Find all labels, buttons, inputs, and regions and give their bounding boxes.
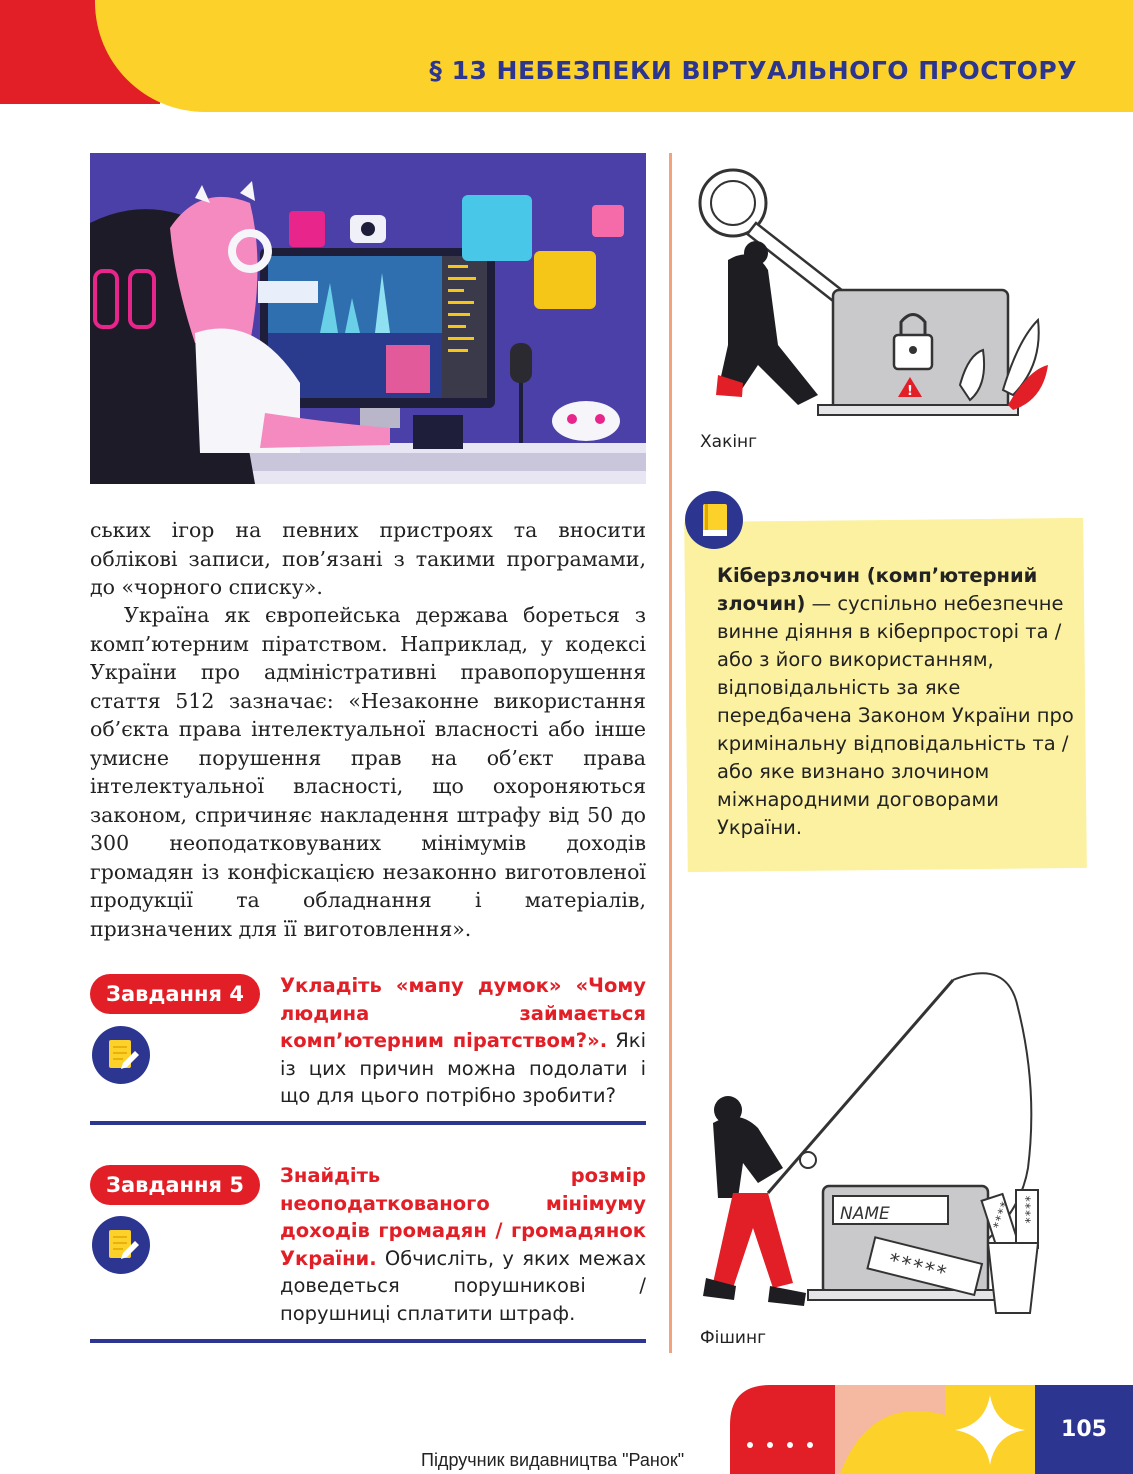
hacking-illustration [698,165,1058,423]
phishing-card-1-label: **** [990,1199,1013,1232]
book-icon [684,490,744,550]
phishing-card-2-label: **** [1023,1195,1037,1224]
phishing-password-label: ***** [885,1247,950,1286]
phishing-name-label: NAME [840,1204,890,1224]
page-number: 105 [1035,1385,1133,1474]
phishing-illustration [698,968,1058,1320]
definition-term: Кіберзлочин (комп’ютерний злочин) [717,564,1038,615]
notepad-pencil-icon [91,1215,151,1275]
definition-text [717,562,1077,842]
paragraph-2 [90,601,646,943]
task-4-highlight: Укладіть «мапу думок» «Чому людина займається комп’ютерним піратством?». [280,974,646,1052]
caption-phishing: Фішинг [700,1328,767,1348]
task-5-highlight: Знайдіть розмір неоподаткованого мінімуму доходів громадян / громадянок України. [280,1164,646,1270]
task-5-badge: Завдання 5 [90,1165,260,1205]
definition-body: — суспільно небезпечне винне діяння в кіберпросторі та / або з його використанням, відповідальність за яке передбачена Законом України про кримінальну відповідальність та / або яке визнано злочином міжнародними договорами України. [717,592,1074,839]
task-4-text [280,972,646,1110]
svg-text:!: ! [907,384,913,399]
task-5-body: Обчисліть, у яких межах доведеться порушникові / порушниці сплатити штраф. [280,1246,646,1325]
task-5-text [280,1162,646,1327]
task-4-divider [90,1121,646,1125]
task-4-body: Які із цих причин можна подолати і що для цього потрібно зробити? [280,1029,646,1107]
page-title: § 13 НЕБЕЗПЕКИ ВІРТУАЛЬНОГО ПРОСТОРУ [429,56,1077,85]
gamer-illustration [90,153,646,484]
task-5-divider [90,1339,646,1343]
publisher-credit: Підручник видавництва "Ранок" [421,1450,685,1470]
caption-hacking: Хакінг [700,432,758,452]
paragraph-2-text: Україна як європейська держава бореться з комп’ютерним піратством. Наприклад, у кодексі України про адміністративні правопорушення стаття 512 зазначає: «Незаконне використання об’єкта права інтелектуальної власності або інше умисне порушення прав на об’єкт права інтелектуальної власності, що охороняються законом, спричиняє накладення штрафу від 50 до 300 неоподатковуваних мінімумів доходів громадян із конфіскацією незаконно виготовленої продукції та обладнання і матеріалів, призначених для її виготовлення». [90,603,646,941]
notepad-pencil-icon [91,1025,151,1085]
column-divider [669,153,672,1353]
paragraph-1-text: ських ігор на певних пристроях та вносити облікові записи, пов’язані з такими програмами, до «чорного списку». [90,518,646,599]
task-4-badge: Завдання 4 [90,974,260,1014]
paragraph-1 [90,516,646,602]
